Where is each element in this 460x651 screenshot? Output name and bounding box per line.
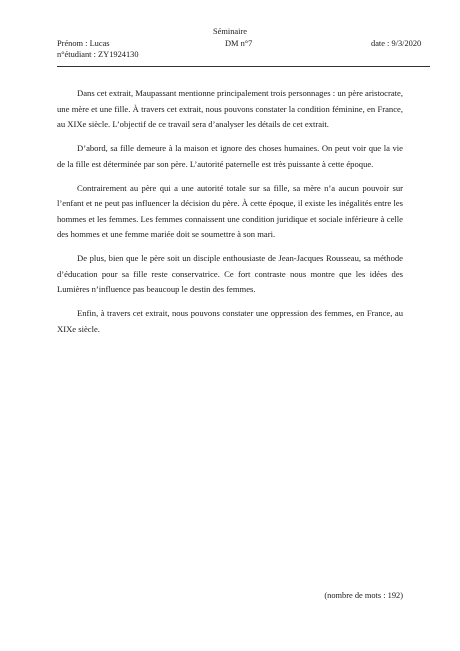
paragraph-mother-role: Contrairement au père qui a une autorité totale sur sa fille, sa mère n’a aucun pouvoir sur l’enfant et ne peut pas influencer la décision du père. À cette époque, il existe les inégalités entre les hommes et les femmes. Les femmes connaissent une condition juridique et sociale inférieure à celle des hommes et une femme mariée doit se soumettre à son mari. [57,182,403,239]
course-title: Séminaire [213,27,247,36]
student-name: Prénom : Lucas [57,39,110,48]
word-count: (nombre de mots : 192) [324,591,403,600]
essay-body [57,86,403,346]
paragraph-conclusion: Enfin, à travers cet extrait, nous pouvons constater une oppression des femmes, en France, au XIXe siècle. [57,308,403,334]
document-date: date : 9/3/2020 [371,39,422,48]
paragraph-rousseau-contrast: De plus, bien que le père soit un disciple enthousiaste de Jean-Jacques Rousseau, sa méthode d’éducation pour sa fille reste conservatrice. Ce fort contraste nous montre que les idées des Lumières n’influence pas beaucoup le destin des femmes. [57,253,403,294]
assignment-number: DM n°7 [225,39,253,48]
header-divider [57,66,430,67]
paragraph-introduction: Dans cet extrait, Maupassant mentionne principalement trois personnages : un père aristocrate, une mère et une fille. À travers cet extrait, nous pouvons constater la condition féminine, en France, au XIXe siècle. L’objectif de ce travail sera d’analyser les détails de cet extrait. [57,88,403,129]
student-id: n°étudiant : ZY1924130 [57,50,139,59]
paragraph-father-authority: D’abord, sa fille demeure à la maison et ignore des choses humaines. On peut voir que la vie de la fille est déterminée par son père. L’autorité paternelle est très puissante à cette époque. [57,143,403,169]
